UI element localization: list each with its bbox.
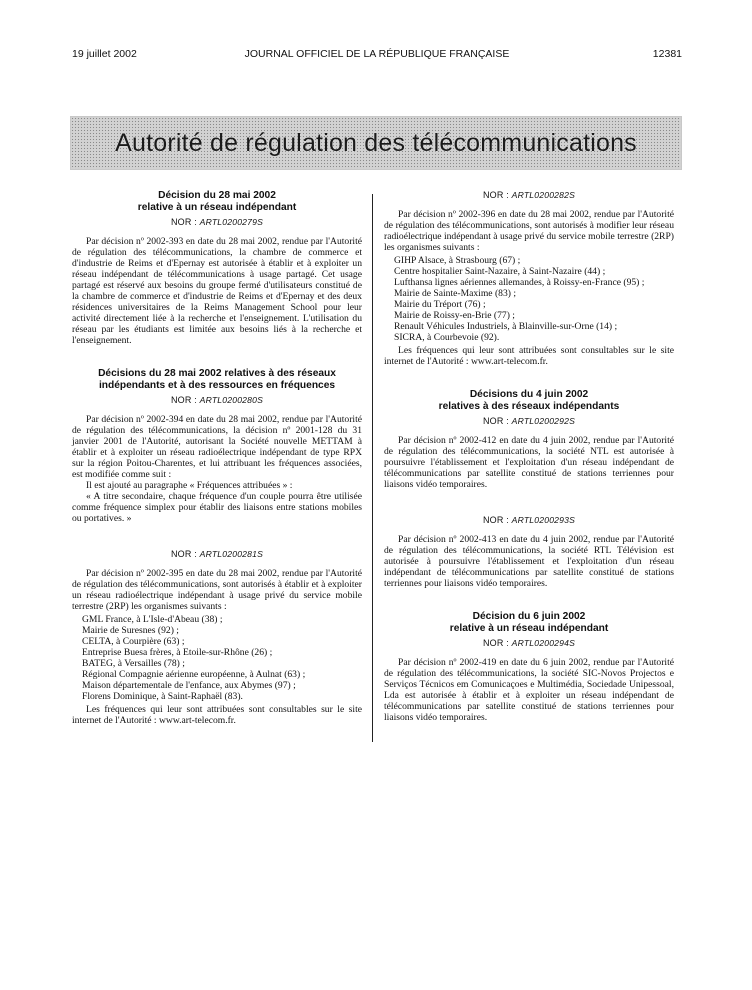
organism-list bbox=[72, 614, 362, 702]
left-column bbox=[72, 190, 362, 726]
list-item: Florens Dominique, à Saint-Raphaël (83). bbox=[82, 691, 243, 702]
list-item: Mairie de Sainte-Maxime (83) ; bbox=[394, 288, 517, 299]
decision-body: « A titre secondaire, chaque fréquence d'un couple pourra être utilisée comme fréquence simplex pour établir des liaisons entre stations mobiles ou portatives. » bbox=[72, 491, 362, 524]
decision-body: Par décision nº 2002-412 en date du 4 juin 2002, rendue par l'Autorité de régulation des télécommunications, la société NTL est autorisée à poursuivre l'établissement et l'exploitation d'un réseau indépendant de télécommunications par satellite constitué de stations terriennes pour liaisons vidéo temporaires. bbox=[384, 435, 674, 490]
decision-body: Par décision nº 2002-419 en date du 6 juin 2002, rendue par l'Autorité de régulation des télécommunications, la société SIC-Novos Projectos e Serviços Técnicos em Comunicaçoes e Multimédia, Sociedade Unipessoal, Lda est autorisée à établir et à exploiter un réseau indépendant de télécommunications par satellite constitué de stations terriennes pour liaisons vidéo temporaires. bbox=[384, 657, 674, 723]
list-item: GIHP Alsace, à Strasbourg (67) ; bbox=[394, 255, 521, 266]
decision-2002-413 bbox=[384, 515, 674, 589]
list-item: Maison départementale de l'enfance, aux Abymes (97) ; bbox=[82, 680, 296, 691]
decision-body: Par décision nº 2002-393 en date du 28 mai 2002, rendue par l'Autorité de régulation des télécommunications, la chambre de commerce et d'industrie de Reims et d'Epernay est autorisée à établir et à exploiter un réseau indépendant de télécommunications à usage partagé. Cet usage partagé est réservé aux besoins du groupe fermé d'utilisateurs constitué de la chambre de commerce et d'industrie de Reims et d'Epernay et des deux résidences universitaires de la Reims Management School pour leur activité directement liée à la recherche et l'enseignement. L'utilisation du réseau par les étudiants est limitée aux besoins liés à la recherche et l'enseignement. bbox=[72, 236, 362, 346]
decision-2002-396 bbox=[384, 190, 674, 367]
decision-title: Décision du 6 juin 2002 bbox=[472, 611, 586, 622]
list-item: Entreprise Buesa frères, à Etoile-sur-Rhône (26) ; bbox=[82, 647, 273, 658]
nor-code: ARTL0200293S bbox=[511, 515, 576, 525]
organism-list bbox=[384, 255, 674, 343]
section-banner bbox=[70, 116, 682, 170]
list-item: Mairie du Tréport (76) ; bbox=[394, 299, 486, 310]
decision-body: Par décision nº 2002-394 en date du 28 mai 2002, rendue par l'Autorité de régulation des télécommunications, la décision nº 2001-128 du 31 janvier 2001 de l'Autorité, autorisant la Société nouvelle METTAM à établir et à exploiter un réseau radioélectrique indépendant de type RPX sur la région Poitou-Charentes, et lui attribuant les fréquences associées, est modifiée comme suit : bbox=[72, 414, 362, 480]
banner-title: Autorité de régulation des télécommunications bbox=[115, 128, 637, 157]
decision-2002-394 bbox=[72, 368, 362, 524]
list-item: GML France, à L'Isle-d'Abeau (38) ; bbox=[82, 614, 223, 625]
decision-subtitle: relative à un réseau indépendant bbox=[449, 623, 609, 634]
list-item: Mairie de Suresnes (92) ; bbox=[82, 625, 179, 636]
nor-reference: NOR : ARTL0200281S bbox=[170, 549, 264, 559]
decision-body: Par décision nº 2002-413 en date du 4 juin 2002, rendue par l'Autorité de régulation des télécommunications, la société RTL Télévision est autorisée à poursuivre l'établissement et l'exploitation d'un réseau indépendant de télécommunications par satellite constitué de stations terriennes pour liaisons vidéo temporaires. bbox=[384, 534, 674, 589]
list-item: Lufthansa lignes aériennes allemandes, à Roissy-en-France (95) ; bbox=[394, 277, 645, 288]
decision-title: Décisions du 4 juin 2002 bbox=[469, 389, 589, 400]
header-date: 19 juillet 2002 bbox=[72, 48, 137, 60]
decision-body: Les fréquences qui leur sont attribuées sont consultables sur le site internet de l'Autorité : www.art-telecom.fr. bbox=[384, 345, 674, 367]
decision-title: Décision du 28 mai 2002 bbox=[158, 190, 276, 201]
list-item: Mairie de Roissy-en-Brie (77) ; bbox=[394, 310, 515, 321]
nor-code: ARTL0200280S bbox=[199, 395, 264, 405]
list-item: Centre hospitalier Saint-Nazaire, à Saint-Nazaire (44) ; bbox=[394, 266, 606, 277]
decision-2002-412 bbox=[384, 389, 674, 490]
decision-subtitle: relative à un réseau indépendant bbox=[137, 202, 297, 213]
decision-title: Décisions du 28 mai 2002 relatives à des réseaux bbox=[98, 368, 336, 379]
header-page-number: 12381 bbox=[652, 48, 682, 60]
list-item: SICRA, à Courbevoie (92). bbox=[394, 332, 500, 343]
list-item: BATEG, à Versailles (78) ; bbox=[82, 658, 185, 669]
decision-body: Par décision nº 2002-395 en date du 28 mai 2002, rendue par l'Autorité de régulation des télécommunications, sont autorisés à établir et à exploiter un réseau radioélectrique indépendant à usage privé du service mobile terrestre (2RP) les organismes suivants : bbox=[72, 568, 362, 612]
nor-reference: NOR : ARTL0200282S bbox=[482, 190, 576, 200]
decision-2002-395 bbox=[72, 549, 362, 726]
list-item: Régional Compagnie aérienne européenne, à Aulnat (63) ; bbox=[82, 669, 306, 680]
nor-reference: NOR : ARTL0200280S bbox=[170, 395, 264, 405]
decision-body: Il est ajouté au paragraphe « Fréquences attribuées » : bbox=[86, 480, 293, 491]
nor-reference: NOR : ARTL0200293S bbox=[482, 515, 576, 525]
nor-code: ARTL0200294S bbox=[511, 638, 576, 648]
nor-code: ARTL0200292S bbox=[511, 416, 576, 426]
decision-2002-393 bbox=[72, 190, 362, 346]
decision-body: Les fréquences qui leur sont attribuées sont consultables sur le site internet de l'Autorité : www.art-telecom.fr. bbox=[72, 704, 362, 726]
nor-code: ARTL0200279S bbox=[199, 217, 264, 227]
page-header bbox=[72, 48, 682, 62]
nor-reference: NOR : ARTL0200292S bbox=[482, 416, 576, 426]
nor-reference: NOR : ARTL0200279S bbox=[170, 217, 264, 227]
header-journal-title: JOURNAL OFFICIEL DE LA RÉPUBLIQUE FRANÇAISE bbox=[244, 48, 510, 60]
list-item: Renault Véhicules Industriels, à Blainville-sur-Orne (14) ; bbox=[394, 321, 618, 332]
column-divider bbox=[372, 194, 373, 742]
list-item: CELTA, à Courpière (63) ; bbox=[82, 636, 185, 647]
right-column bbox=[384, 190, 674, 723]
decision-2002-419 bbox=[384, 611, 674, 723]
decision-body: Par décision nº 2002-396 en date du 28 mai 2002, rendue par l'Autorité de régulation des télécommunications, sont autorisés à modifier leur réseau radioélectrique indépendant à usage privé du service mobile terrestre (2RP) les organismes suivants : bbox=[384, 209, 674, 253]
decision-subtitle: indépendants et à des ressources en fréquences bbox=[98, 380, 336, 391]
nor-code: ARTL0200281S bbox=[199, 549, 264, 559]
nor-reference: NOR : ARTL0200294S bbox=[482, 638, 576, 648]
decision-subtitle: relatives à des réseaux indépendants bbox=[438, 401, 620, 412]
nor-code: ARTL0200282S bbox=[511, 190, 576, 200]
